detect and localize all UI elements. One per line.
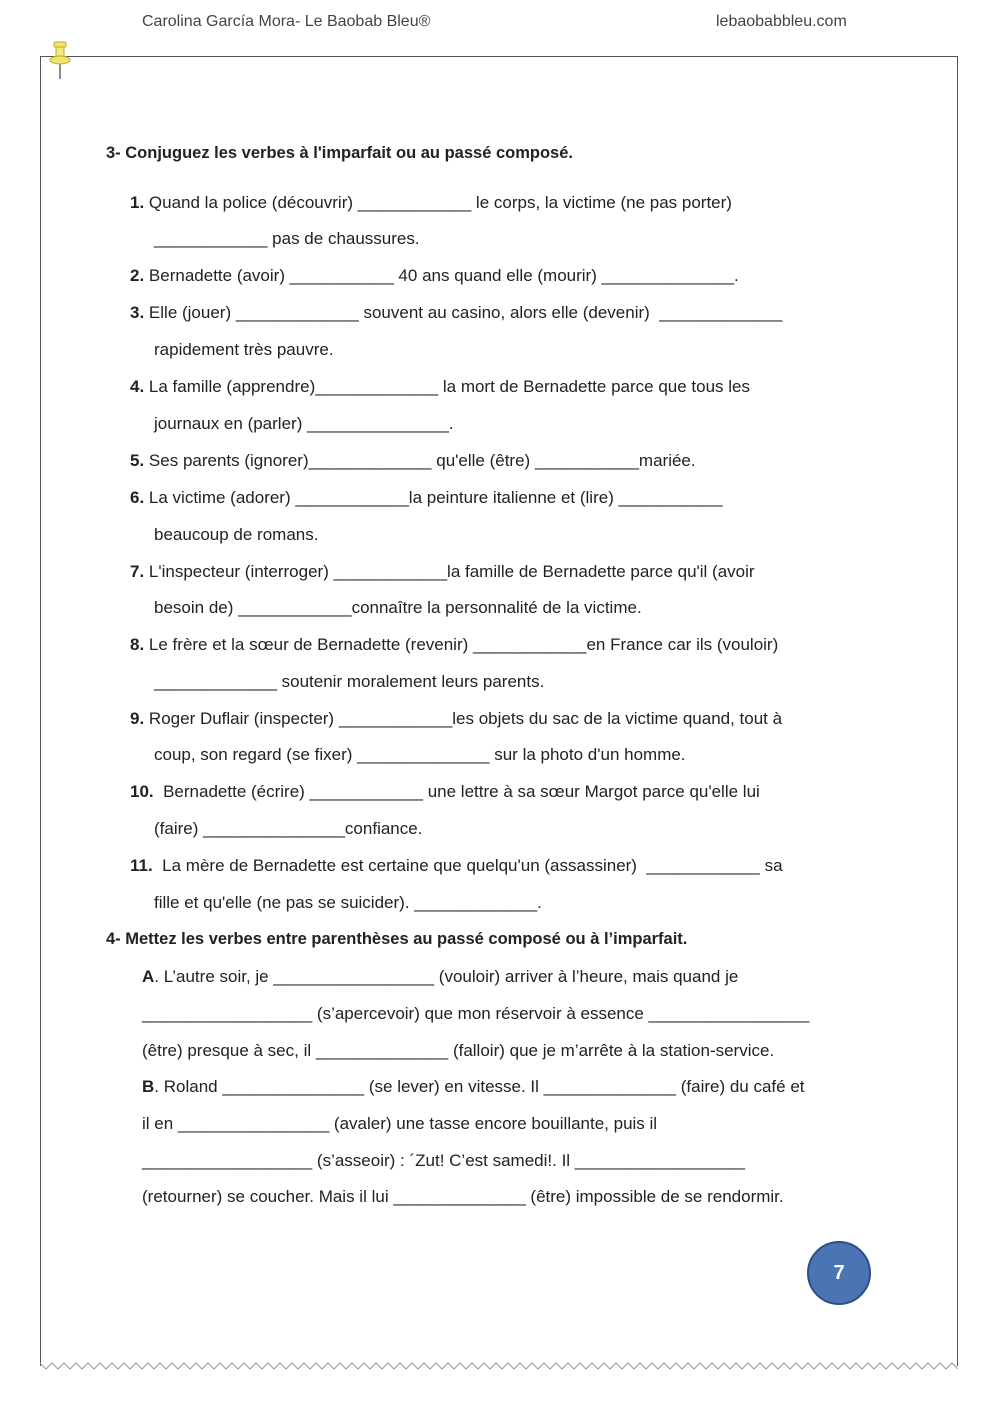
list-item: 9. Roger Duflair (inspecter) ____________les objets du sac de la victime quand, tout à [130, 709, 783, 728]
list-item-continuation: beaucoup de romans. [154, 525, 319, 544]
header-author: Carolina García Mora- Le Baobab Bleu® [142, 13, 431, 30]
paragraph-line: (être) presque à sec, il ______________ (falloir) que je m’arrête à la station-service. [142, 1041, 775, 1060]
list-item: 2. Bernadette (avoir) ___________ 40 ans quand elle (mourir) ______________. [130, 266, 739, 285]
paragraph-line: (retourner) se coucher. Mais il lui ______________ (être) impossible de se rendormir. [142, 1187, 784, 1206]
list-item: 11. La mère de Bernadette est certaine que quelqu'un (assassiner) ____________ sa [130, 856, 783, 875]
list-item: 10. Bernadette (écrire) ____________ une lettre à sa sœur Margot parce qu'elle lui [130, 782, 760, 801]
pushpin-icon [46, 40, 74, 80]
list-item-continuation: rapidement très pauvre. [154, 340, 334, 359]
list-item-continuation: _____________ soutenir moralement leurs parents. [154, 672, 545, 691]
paragraph-line: B. Roland _______________ (se lever) en vitesse. Il ______________ (faire) du café et [142, 1077, 805, 1096]
section-3-title: 3- Conjuguez les verbes à l'imparfait ou au passé composé. [106, 144, 573, 162]
list-item-continuation: coup, son regard (se fixer) ______________ sur la photo d'un homme. [154, 745, 686, 764]
list-item-continuation: (faire) _______________confiance. [154, 819, 423, 838]
list-item: 4. La famille (apprendre)_____________ la mort de Bernadette parce que tous les [130, 377, 750, 396]
paragraph-line: __________________ (s’asseoir) : ´Zut! C’est samedi!. Il __________________ [142, 1151, 745, 1170]
list-item: 1. Quand la police (découvrir) ____________ le corps, la victime (ne pas porter) [130, 193, 732, 212]
list-item: 5. Ses parents (ignorer)_____________ qu'elle (être) ___________mariée. [130, 451, 696, 470]
list-item: 6. La victime (adorer) ____________la peinture italienne et (lire) ___________ [130, 488, 723, 507]
page-number-badge: 7 [807, 1241, 871, 1305]
list-item-continuation: fille et qu'elle (ne pas se suicider). _____________. [154, 893, 542, 912]
list-item: 7. L'inspecteur (interroger) ____________la famille de Bernadette parce qu'il (avoir [130, 562, 755, 581]
paragraph-line: A. L’autre soir, je _________________ (vouloir) arriver à l’heure, mais quand je [142, 967, 739, 986]
list-item-continuation: journaux en (parler) _______________. [154, 414, 454, 433]
list-item: 8. Le frère et la sœur de Bernadette (revenir) ____________en France car ils (vouloir) [130, 635, 779, 654]
paragraph-line: il en ________________ (avaler) une tasse encore bouillante, puis il [142, 1114, 658, 1133]
section-4-title: 4- Mettez les verbes entre parenthèses au passé composé ou à l’imparfait. [106, 930, 688, 948]
torn-edge [40, 1357, 958, 1373]
header-website: lebaobabbleu.com [716, 13, 847, 30]
list-item-continuation: besoin de) ____________connaître la personnalité de la victime. [154, 598, 642, 617]
paragraph-line: __________________ (s’apercevoir) que mon réservoir à essence _________________ [142, 1004, 810, 1023]
list-item: 3. Elle (jouer) _____________ souvent au casino, alors elle (devenir) _____________ [130, 303, 783, 322]
list-item-continuation: ____________ pas de chaussures. [154, 229, 420, 248]
